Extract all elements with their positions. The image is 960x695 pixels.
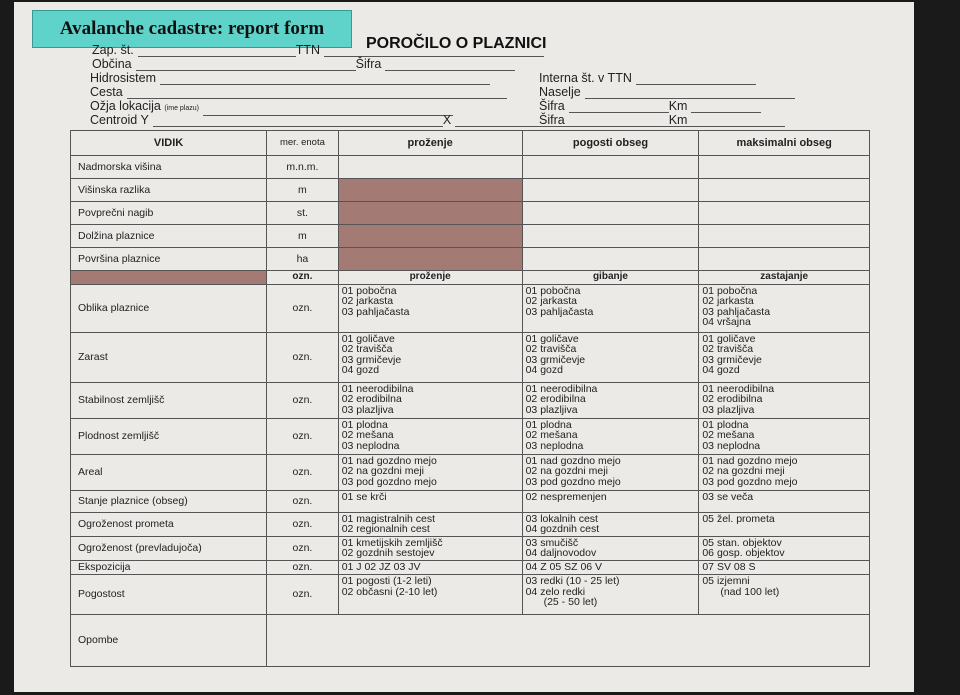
- option-item[interactable]: 04 gozd: [525, 364, 563, 377]
- shaded-cell: [71, 271, 267, 285]
- input-cell[interactable]: [522, 179, 699, 202]
- header-mer-enota: mer. enota: [267, 131, 339, 156]
- option-item[interactable]: 02 travišča: [525, 343, 577, 356]
- option-item[interactable]: 03 pod gozdno mejo: [702, 475, 798, 488]
- header-maksimalni-obseg: maksimalni obseg: [699, 131, 870, 156]
- options-cell: [338, 490, 522, 512]
- table-header-row: [71, 131, 870, 156]
- table-row: Višinska razlika m: [71, 179, 870, 202]
- options-cell: [338, 418, 522, 454]
- option-item[interactable]: 06 gosp. objektov: [702, 547, 785, 560]
- option-item[interactable]: 03 neplodna: [341, 439, 400, 452]
- row-unit: ozn.: [267, 418, 339, 454]
- form-title: POROČILO O PLAZNICI: [366, 35, 547, 52]
- field-sifra-lokacija[interactable]: Šifra Km: [539, 113, 761, 127]
- options-cell: [699, 332, 870, 382]
- table-row: [71, 560, 870, 574]
- table-row: Površina plaznice ha: [71, 248, 870, 271]
- option-item[interactable]: 01 pobočna: [525, 284, 581, 297]
- input-cell[interactable]: [699, 156, 870, 179]
- options-cell: [522, 332, 699, 382]
- option-item[interactable]: 01 neerodibilna: [525, 382, 598, 395]
- table-row: Dolžina plaznice m: [71, 225, 870, 248]
- row-unit: ozn.: [267, 454, 339, 490]
- table-row: [71, 382, 870, 418]
- row-label: Stabilnost zemljišč: [71, 382, 267, 418]
- options-cell: [699, 490, 870, 512]
- row-unit: ozn.: [267, 574, 339, 614]
- table-row: [71, 536, 870, 560]
- options-cell: [522, 418, 699, 454]
- option-item[interactable]: 04 gozdnih cest: [525, 523, 600, 536]
- option-item[interactable]: 01 pobočna: [702, 284, 758, 297]
- options-cell: [522, 512, 699, 536]
- options-cell: [699, 560, 870, 574]
- row-unit: ozn.: [267, 382, 339, 418]
- row-unit: ozn.: [267, 560, 339, 574]
- option-item[interactable]: 03 plazljiva: [702, 403, 755, 416]
- input-cell[interactable]: [699, 248, 870, 271]
- options-cell: [522, 560, 699, 574]
- option-item[interactable]: 01 nad gozdno mejo: [525, 454, 621, 467]
- field-naselje[interactable]: Naselje: [539, 85, 795, 99]
- report-table: [70, 130, 870, 667]
- table-row: [71, 574, 870, 614]
- option-item[interactable]: 02 mešana: [525, 429, 578, 442]
- option-item[interactable]: 01 pobočna: [341, 284, 397, 297]
- option-item[interactable]: 02 regionalnih cest: [341, 523, 430, 536]
- option-item[interactable]: 03 grmičevje: [341, 353, 402, 366]
- table-row: [71, 284, 870, 332]
- options-cell: [699, 284, 870, 332]
- input-cell[interactable]: [522, 248, 699, 271]
- row-label: Plodnost zemljišč: [71, 418, 267, 454]
- option-item[interactable]: 02 jarkasta: [525, 295, 577, 308]
- shaded-cell: [338, 225, 522, 248]
- options-cell: [338, 454, 522, 490]
- option-item[interactable]: 03 grmičevje: [702, 353, 762, 366]
- option-item[interactable]: 03 redki (10 - 25 let): [525, 574, 620, 587]
- row-label: Areal: [71, 454, 267, 490]
- options-cell: [338, 512, 522, 536]
- header-pogosti-obseg: pogosti obseg: [522, 131, 699, 156]
- shaded-cell: [338, 179, 522, 202]
- option-item[interactable]: 03 smučišč: [525, 536, 579, 549]
- table-row: [71, 490, 870, 512]
- option-item[interactable]: 03 plazljiva: [525, 403, 578, 416]
- row-label: Stanje plaznice (obseg): [71, 490, 267, 512]
- option-item[interactable]: 04 daljnovodov: [525, 547, 597, 560]
- option-item[interactable]: 02 nespremenjen: [525, 490, 607, 503]
- option-item[interactable]: 03 se veča: [702, 490, 754, 503]
- option-item[interactable]: (25 - 50 let): [543, 596, 598, 609]
- table-row: Nadmorska višina m.n.m.: [71, 156, 870, 179]
- option-item[interactable]: 01 plodna: [525, 418, 572, 431]
- option-item[interactable]: 07 SV 08 S: [702, 560, 756, 573]
- field-interna-st[interactable]: Interna št. v TTN: [539, 71, 756, 85]
- row-unit: ozn.: [267, 512, 339, 536]
- shaded-cell: [338, 248, 522, 271]
- options-cell: [338, 536, 522, 560]
- option-item[interactable]: 01 plodna: [341, 418, 388, 431]
- option-item[interactable]: 02 na gozdni meji: [702, 465, 785, 478]
- option-item[interactable]: 01 goličave: [341, 332, 395, 345]
- table-subheader-row: ozn. proženje gibanje zastajanje: [71, 271, 870, 285]
- option-item[interactable]: 02 erodibilna: [525, 393, 586, 406]
- option-item[interactable]: 05 stan. objektov: [702, 536, 782, 549]
- option-item[interactable]: 02 travišča: [702, 343, 754, 356]
- table-row: [71, 454, 870, 490]
- option-item[interactable]: 03 neplodna: [525, 439, 584, 452]
- option-item[interactable]: 03 pod gozdno mejo: [341, 475, 437, 488]
- slide-title-badge: Avalanche cadastre: report form: [32, 10, 352, 48]
- options-cell: [699, 574, 870, 614]
- options-cell: [522, 490, 699, 512]
- option-item[interactable]: 03 pahljačasta: [525, 305, 594, 318]
- option-item[interactable]: 02 erodibilna: [702, 393, 763, 406]
- option-item[interactable]: 02 jarkasta: [341, 295, 394, 308]
- table-row-opombe: Opombe: [71, 614, 870, 666]
- options-cell: [338, 284, 522, 332]
- table-row: [71, 332, 870, 382]
- option-item[interactable]: 01 magistralnih cest: [341, 512, 436, 525]
- option-item[interactable]: (nad 100 let): [720, 585, 780, 598]
- field-obcina[interactable]: Občina Šifra: [92, 57, 515, 71]
- option-item[interactable]: 01 nad gozdno mejo: [341, 454, 437, 467]
- field-hidrosistem[interactable]: Hidrosistem: [90, 71, 490, 85]
- row-unit: ozn.: [267, 490, 339, 512]
- option-item[interactable]: 01 nad gozdno mejo: [702, 454, 798, 467]
- option-item[interactable]: 01 neerodibilna: [341, 382, 414, 395]
- option-item[interactable]: 04 vršajna: [702, 316, 751, 329]
- row-unit: ozn.: [267, 332, 339, 382]
- option-item[interactable]: 03 pahljačasta: [702, 305, 771, 318]
- option-item[interactable]: 01 kmetijskih zemljišč: [341, 536, 443, 549]
- header-vidik: VIDIK: [71, 131, 267, 156]
- row-unit: ozn.: [267, 536, 339, 560]
- option-item[interactable]: 04 gozd: [341, 364, 380, 377]
- projector-slide: [14, 2, 914, 692]
- input-cell[interactable]: [699, 202, 870, 225]
- option-item[interactable]: 05 žel. prometa: [702, 512, 775, 525]
- field-zap-st[interactable]: Zap. št. TTN: [92, 43, 544, 57]
- row-unit: ozn.: [267, 284, 339, 332]
- option-item[interactable]: 03 neplodna: [702, 439, 761, 452]
- option-item[interactable]: 04 Z 05 SZ 06 V: [525, 560, 603, 573]
- option-item[interactable]: 01 goličave: [702, 332, 756, 345]
- row-label: Ekspozicija: [71, 560, 267, 574]
- input-cell[interactable]: [699, 179, 870, 202]
- option-item[interactable]: 02 erodibilna: [341, 393, 402, 406]
- options-cell: [338, 332, 522, 382]
- row-label: Zarast: [71, 332, 267, 382]
- option-item[interactable]: 02 na gozdni meji: [525, 465, 608, 478]
- options-cell: [699, 418, 870, 454]
- options-cell: [699, 536, 870, 560]
- option-item[interactable]: 01 neerodibilna: [702, 382, 775, 395]
- option-item[interactable]: 02 travišča: [341, 343, 393, 356]
- option-item[interactable]: 02 mešana: [341, 429, 394, 442]
- header-prozenje: proženje: [338, 131, 522, 156]
- option-item[interactable]: 03 lokalnih cest: [525, 512, 598, 525]
- remarks-input[interactable]: [267, 614, 870, 666]
- input-cell[interactable]: [338, 156, 522, 179]
- input-cell[interactable]: [522, 202, 699, 225]
- option-item[interactable]: 02 jarkasta: [702, 295, 754, 308]
- option-item[interactable]: 01 pogosti (1-2 leti): [341, 574, 432, 587]
- option-item[interactable]: 02 gozdnih sestojev: [341, 547, 435, 560]
- options-cell: [699, 512, 870, 536]
- options-cell: [699, 454, 870, 490]
- input-cell[interactable]: [699, 225, 870, 248]
- row-label: Ogroženost (prevladujoča): [71, 536, 267, 560]
- options-cell: [522, 574, 699, 614]
- options-cell: [522, 284, 699, 332]
- table-row: [71, 418, 870, 454]
- option-item[interactable]: 02 na gozdni meji: [341, 465, 424, 478]
- options-cell: [522, 454, 699, 490]
- input-cell[interactable]: [522, 225, 699, 248]
- input-cell[interactable]: [522, 156, 699, 179]
- option-item[interactable]: 03 pahljačasta: [341, 305, 410, 318]
- table-row: [71, 512, 870, 536]
- field-sifra-cesta[interactable]: Šifra Km: [539, 99, 761, 113]
- options-cell: [338, 574, 522, 614]
- option-item[interactable]: 02 občasni (2-10 let): [341, 585, 438, 598]
- option-item[interactable]: 04 gozd: [702, 364, 740, 377]
- field-cesta[interactable]: Cesta: [90, 85, 507, 99]
- option-item[interactable]: 01 se krči: [341, 490, 387, 503]
- options-cell: [338, 560, 522, 574]
- shaded-cell: [338, 202, 522, 225]
- options-cell: [338, 382, 522, 418]
- field-centroid-y[interactable]: Centroid Y X: [90, 113, 785, 127]
- field-ozja-lokacija[interactable]: Ožja lokacija (ime plazu): [90, 99, 453, 116]
- option-item[interactable]: 03 pod gozdno mejo: [525, 475, 621, 488]
- option-item[interactable]: 01 goličave: [525, 332, 579, 345]
- option-item[interactable]: 02 mešana: [702, 429, 755, 442]
- option-item[interactable]: 03 grmičevje: [525, 353, 586, 366]
- option-item[interactable]: 05 izjemni: [702, 574, 750, 587]
- row-label: Ogroženost prometa: [71, 512, 267, 536]
- option-item[interactable]: 01 plodna: [702, 418, 749, 431]
- option-item[interactable]: 04 zelo redki: [525, 585, 586, 598]
- option-item[interactable]: 03 plazljiva: [341, 403, 394, 416]
- options-cell: [699, 382, 870, 418]
- table-row: Povprečni nagib st.: [71, 202, 870, 225]
- row-label: Pogostost: [71, 574, 267, 614]
- options-cell: [522, 382, 699, 418]
- option-item[interactable]: 01 J 02 JZ 03 JV: [341, 560, 421, 573]
- row-label: Oblika plaznice: [71, 284, 267, 332]
- options-cell: [522, 536, 699, 560]
